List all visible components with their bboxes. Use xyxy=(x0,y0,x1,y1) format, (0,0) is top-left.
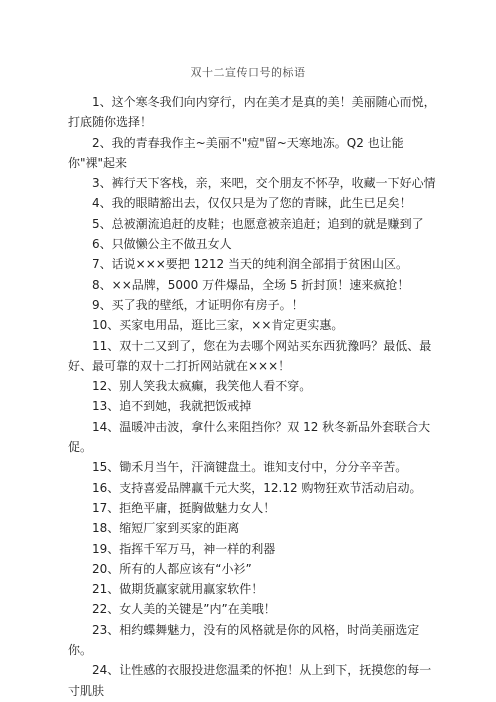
list-item: 5、总被潮流追赶的皮鞋；也愿意被亲追赶；追到的就是赚到了 xyxy=(92,216,424,231)
list-item: 21、做期货赢家就用赢家软件！ xyxy=(92,582,264,597)
list-item: 7、话说×××要把 1212 当天的纯利润全部捐于贫困山区。 xyxy=(92,257,408,272)
list-item: 10、买家电用品，逛比三家，××肯定更实惠。 xyxy=(92,318,344,333)
list-item: 6、只做懒公主不做丑女人 xyxy=(92,237,232,252)
list-item: 14、温暖冲击波，拿什么来阻挡你？双 12 秋冬新品外套联合大促。 xyxy=(68,419,431,455)
document-title: 双十二宣传口号的标语 xyxy=(190,66,306,79)
list-item: 22、女人美的关键是”内”在美哦！ xyxy=(92,602,276,617)
list-item: 3、裤行天下客栈，亲，来吧，交个朋友不怀孕，收藏一下好心情 xyxy=(92,176,436,191)
list-item: 24、让性感的衣服投进您温柔的怀抱！从上到下，抚摸您的每一寸肌肤 xyxy=(68,663,432,698)
list-item: 8、××品牌，5000 万件爆品，全场 5 折封顶！速来疯抢！ xyxy=(92,277,410,292)
list-item: 23、相约蝶舞魅力，没有的风格就是你的风格，时尚美丽选定你。 xyxy=(68,622,420,658)
list-item: 15、锄禾月当午，汗滴键盘土。谁知支付中，分分辛辛苦。 xyxy=(92,460,408,475)
list-item: 9、买了我的壁纸，才证明你有房子。！ xyxy=(92,297,304,312)
list-item: 4、我的眼睛豁出去，仅仅只是为了您的青睐，此生已足矣！ xyxy=(92,196,412,211)
list-item: 12、别人笑我太疯癫，我笑他人看不穿。 xyxy=(92,379,312,394)
list-item: 11、双十二又到了，您在为去哪个网站买东西犹豫吗？最低、最好、最可靠的双十二打折网站就在×××！ xyxy=(68,338,432,373)
list-item: 13、追不到她，我就把饭戒掉 xyxy=(92,399,252,414)
list-item: 1、这个寒冬我们向内穿行，内在美才是真的美！美丽随心而悦，打底随你选择！ xyxy=(68,95,436,130)
list-item: 2、我的青春我作主~美丽不"痘"留~天寒地冻。Q2 也让能你"裸"起来 xyxy=(68,135,404,170)
list-item: 17、拒绝平庸，挺胸做魅力女人！ xyxy=(92,500,276,515)
list-item: 16、支持喜爱品牌赢千元大奖，12.12 购物狂欢节活动启动。 xyxy=(92,480,422,495)
list-item: 18、缩短厂家到买家的距离 xyxy=(92,521,240,536)
list-item: 20、所有的人都应该有“小衫” xyxy=(92,561,252,576)
list-item: 19、指挥千军万马，神一样的利器 xyxy=(92,541,276,556)
slogan-list xyxy=(68,92,440,701)
